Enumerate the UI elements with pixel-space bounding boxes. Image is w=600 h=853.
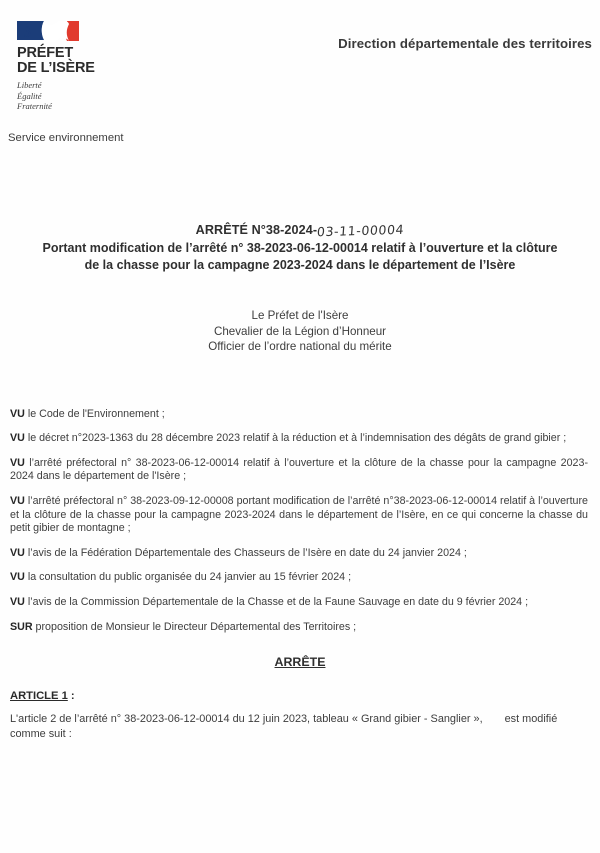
visa-keyword: VU [10,456,25,469]
visa-keyword: VU [10,596,25,609]
emblem-title-line1: PRÉFET [17,45,73,61]
decree-subtitle-line2: de la chasse pour la campagne 2023-2024 dans le département de l’Isère [84,258,516,272]
decree-number-prefix: ARRÊTÉ N°38-2024- [195,223,318,237]
prefect-titles [10,308,590,355]
prefecture-emblem [17,20,167,112]
visa-text: proposition de Monsieur le Directeur Départemental des Territoires ; [32,620,357,633]
visa-keyword: VU [10,571,25,584]
visa-item [10,596,588,610]
motto-egalite: Égalité [17,90,42,101]
emblem-title [17,46,167,75]
french-flag-marianne-icon [17,20,79,42]
department-direction-title: Direction départementale des territoires [338,36,592,51]
visa-text: la consultation du public organisée du 24 janvier au 15 février 2024 ; [24,571,352,584]
article-1-heading-label: ARTICLE 1 [10,690,68,702]
republic-motto [17,80,167,112]
visa-keyword: VU [10,495,25,508]
prefect-title-line3: Officier de l’ordre national du mérite [208,340,392,353]
visa-text: le Code de l'Environnement ; [24,407,165,420]
article-1-heading [10,690,75,702]
decree-subtitle [10,240,590,274]
prefect-title-line1: Le Préfet de l'Isère [251,309,349,322]
decree-subtitle-line1: Portant modification de l’arrêté n° 38-2023-06-12-00014 relatif à l’ouverture et la clôture [42,241,558,255]
motto-fraternite: Fraternité [17,101,52,111]
visa-keyword: VU [10,407,25,420]
prefect-title-line2: Chevalier de la Légion d’Honneur [213,324,387,338]
article-1-body [10,712,588,741]
visa-item [10,457,588,484]
decree-title-block [10,222,590,274]
decree-number-line [10,221,590,240]
visa-item [10,621,588,635]
visa-text: l’arrêté préfectoral n° 38-2023-06-12-00014 relatif à l’ouverture et la clôture de la chasse pour la campagne 2023-2024 dans le département de l'Isère ; [10,456,588,483]
decision-heading-text: ARRÊTE [274,655,326,669]
decree-number-handwritten: 03-11-00004 [316,221,405,240]
visa-text: l’arrêté préfectoral n° 38-2023-09-12-00008 portant modification de l’arrêté n°38-2023-06-12-00014 relatif à l’ouverture et la clôture de la chasse pour la campagne 2023-2024 dans le département de l’Isère, en ce qui concerne la chasse du petit gibier de montagne ; [10,495,588,535]
visa-keyword: VU [10,432,25,445]
visa-item [10,547,588,561]
visa-item [10,495,588,536]
visa-item [10,571,588,585]
motto-liberte: Liberté [17,80,42,90]
visa-item [10,408,588,422]
visa-text: l’avis de la Fédération Départementale des Chasseurs de l’Isère en date du 24 janvier 2024 ; [24,546,467,559]
visa-keyword: SUR [10,620,33,633]
decision-heading [10,655,590,669]
visa-text: l’avis de la Commission Départementale de la Chasse et de la Faune Sauvage en date du 9 février 2024 ; [24,596,529,609]
article-1-heading-colon: : [67,690,75,702]
visa-item [10,432,588,446]
visa-text: le décret n°2023-1363 du 28 décembre 2023 relatif à la réduction et à l’indemnisation des dégâts de grand gibier ; [24,432,567,445]
document-header [0,14,600,114]
emblem-title-line2: DE L’ISÈRE [17,59,95,76]
visa-list [10,397,588,645]
service-label: Service environnement [8,132,124,144]
visa-keyword: VU [10,546,25,559]
article-1-body-part2: est modifié comme suit : [10,713,558,740]
article-1-body-part1: L'article 2 de l’arrêté n° 38-2023-06-12-00014 du 12 juin 2023, tableau « Grand gibier - Sanglier », [10,713,483,725]
